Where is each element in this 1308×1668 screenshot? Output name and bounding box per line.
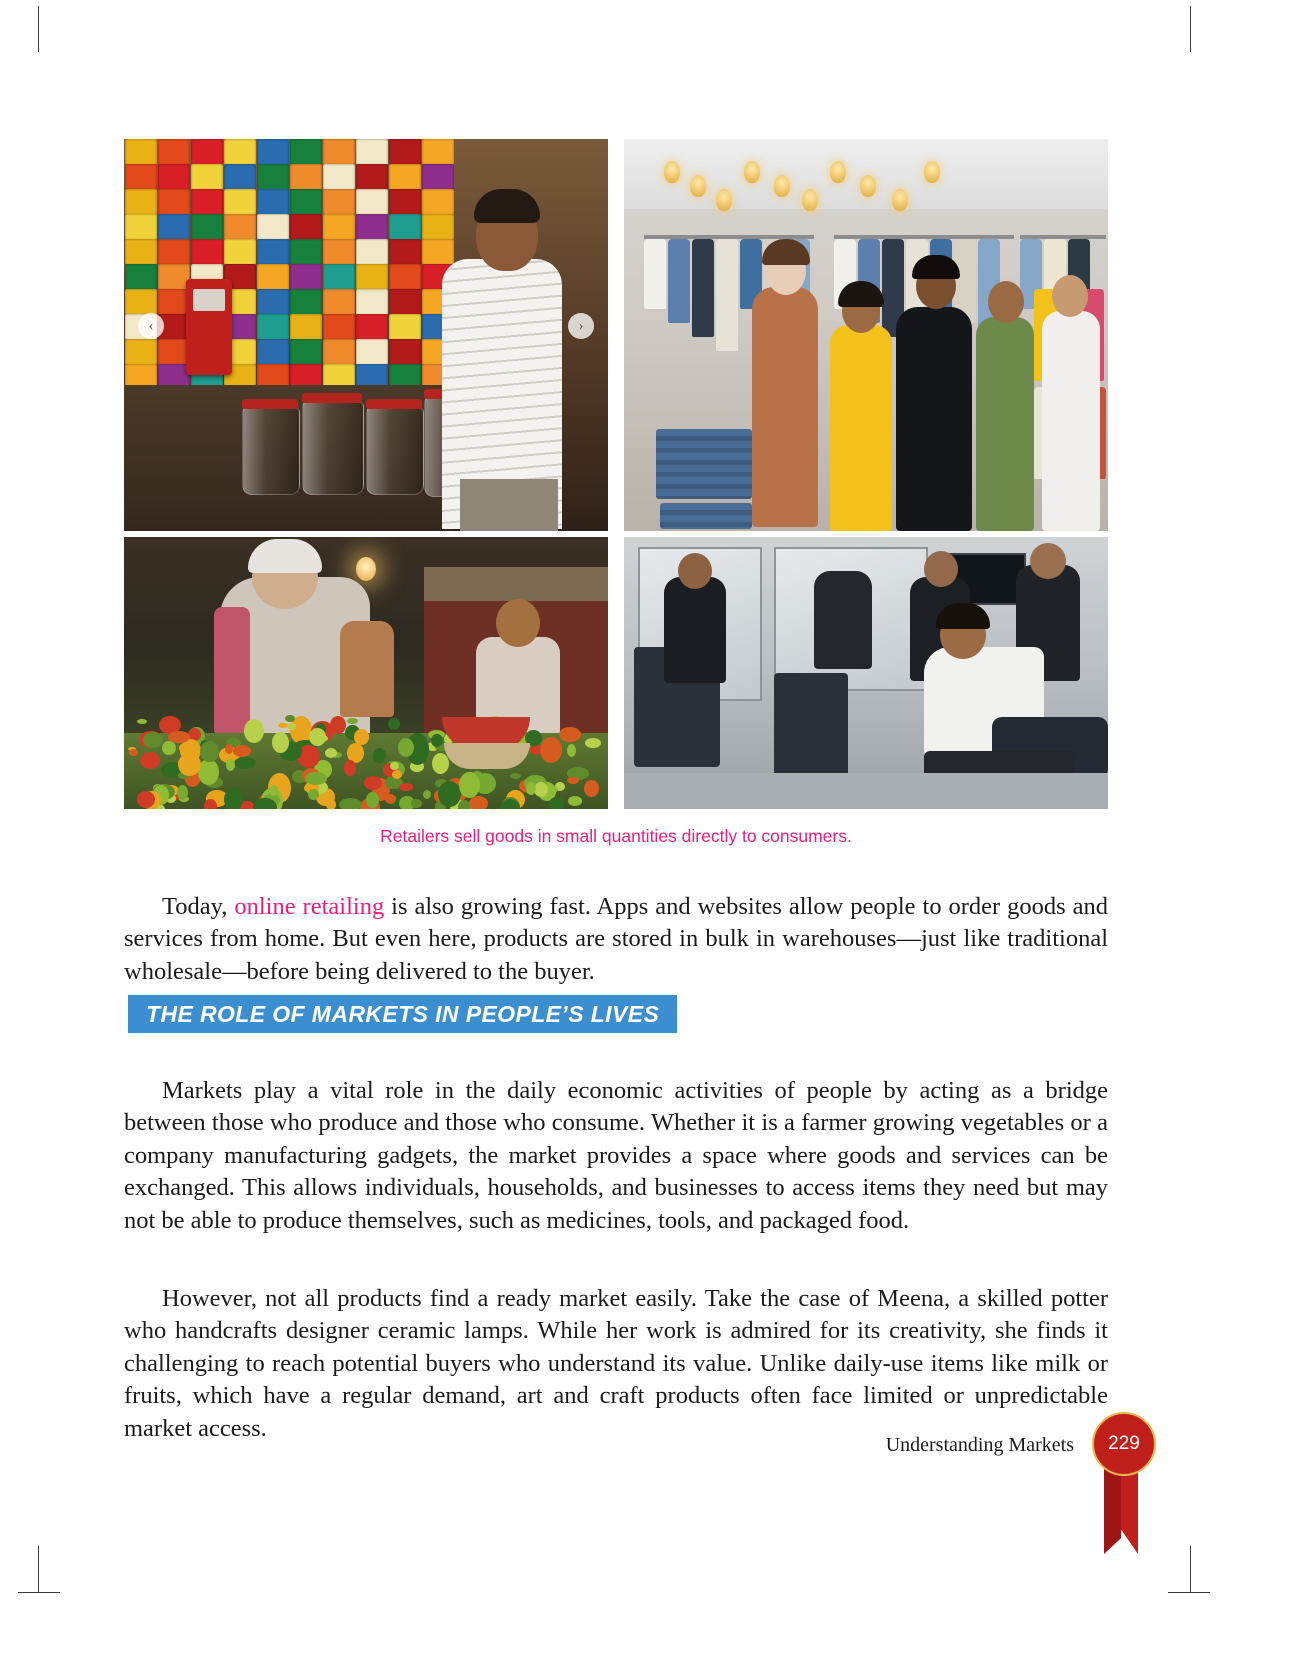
section-heading-text: THE ROLE OF MARKETS IN PEOPLE’S LIVES <box>146 1000 660 1027</box>
photo-clothing-store <box>624 139 1108 531</box>
crop-mark-top-right <box>1190 6 1191 52</box>
figure-photo-grid <box>124 139 1108 813</box>
crop-mark-bottom-left-horizontal <box>18 1592 60 1593</box>
wall-telephone-icon <box>186 279 232 375</box>
paragraph-2-text: Markets play a vital role in the daily economic activities of people by acting as a bridge between those who produce and those who consume. Whether it is a farmer growing vegetables or a company manufacturing gadgets, the market provides a space where goods and services can be exchanged. This allows individuals, households, and businesses to access items they need but may not be able to produce themselves, such as medicines, tools, and packaged food. <box>124 1076 1108 1234</box>
crop-mark-bottom-right-horizontal <box>1168 1592 1210 1593</box>
paragraph-meena-potter <box>124 1283 1108 1446</box>
photo-snack-shop <box>124 139 608 531</box>
crop-mark-bottom-right-vertical <box>1190 1546 1191 1592</box>
page-number-badge <box>1092 1412 1156 1476</box>
paragraph-3-text: However, not all products find a ready market easily. Take the case of Meena, a skilled potter who handcrafts designer ceramic lamps. While her work is admired for its creativity, she finds it challenging to reach potential buyers who understand its value. Unlike daily-use items like milk or fruits, which have a regular demand, art and craft products often face limited or unpredictable market access. <box>124 1284 1108 1442</box>
paragraph-role-of-markets <box>124 1075 1108 1238</box>
section-heading-bar <box>128 995 677 1033</box>
textbook-page <box>124 0 1140 1668</box>
photo-salon <box>624 537 1108 809</box>
page-number-text: 229 <box>1108 1433 1140 1454</box>
hanging-bulb-icon <box>356 557 376 581</box>
carousel-prev-icon[interactable]: ‹ <box>138 313 164 339</box>
carousel-next-icon[interactable]: › <box>568 313 594 339</box>
page-badge-ribbon-shadow <box>1104 1466 1121 1554</box>
crop-mark-top-left <box>38 6 39 52</box>
paragraph-1-after-link: is also growing fast. Apps and websites allow people to order goods and services from home. But even here, products are stored in bulk in warehouses—just like traditional wholesale—before being delivered to the buyer. <box>124 892 1109 985</box>
paragraph-1-before-link: Today, <box>162 892 235 920</box>
photo-vegetable-market <box>124 537 608 809</box>
term-online-retailing: online retailing <box>234 892 385 920</box>
crop-mark-bottom-left-vertical <box>38 1546 39 1592</box>
footer-chapter-title: Understanding Markets <box>885 1434 1074 1456</box>
figure-caption: Retailers sell goods in small quantities directly to consumers. <box>380 826 852 846</box>
paragraph-online-retailing <box>124 891 1108 989</box>
